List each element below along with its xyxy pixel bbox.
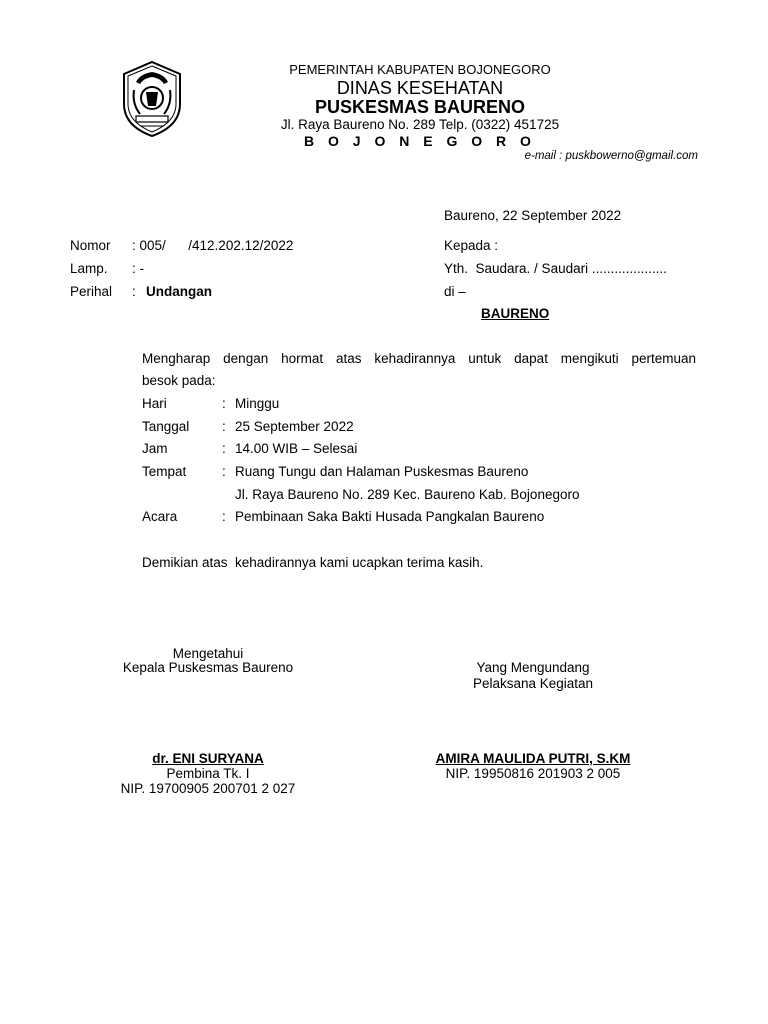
detail-label: Jam <box>142 441 168 456</box>
detail-colon: : <box>222 396 226 411</box>
sign-left-line1: Mengetahui <box>172 646 244 661</box>
detail-label: Hari <box>142 396 167 411</box>
detail-value: Ruang Tungu dan Halaman Puskesmas Baureno <box>235 464 529 479</box>
detail-label: Tempat <box>142 464 187 479</box>
detail-colon: : <box>222 509 226 524</box>
body-closing: Demikian atas kehadirannya kami ucapkan terima kasih. <box>142 555 484 570</box>
detail-colon: : <box>222 441 226 456</box>
letterhead-city: B O J O N E G O R O <box>304 133 536 149</box>
lamp-value: : - <box>132 261 144 276</box>
sign-left-name: dr. ENI SURYANA <box>152 751 264 766</box>
sign-right-name: AMIRA MAULIDA PUTRI, S.KM <box>435 751 631 766</box>
detail-value: 25 September 2022 <box>235 419 354 434</box>
detail-value: Minggu <box>235 396 280 411</box>
sign-right-nip: NIP. 19950816 201903 2 005 <box>445 766 621 781</box>
body-intro-continued: besok pada: <box>142 373 216 388</box>
recipient-yth: Yth. Saudara. / Saudari .................... <box>444 261 667 276</box>
perihal-label: Perihal <box>70 284 113 299</box>
perihal-value: Undangan <box>146 284 212 299</box>
nomor-label: Nomor <box>70 238 111 253</box>
detail-colon: : <box>222 419 226 434</box>
lamp-label: Lamp. <box>70 261 108 276</box>
sign-left-rank: Pembina Tk. I <box>166 766 250 781</box>
letter-date: Baureno, 22 September 2022 <box>444 208 622 223</box>
recipient-place: BAURENO <box>481 306 550 321</box>
letterhead-address: Jl. Raya Baureno No. 289 Telp. (0322) 451725 <box>280 117 560 132</box>
recipient-di: di – <box>444 284 466 299</box>
detail-colon: : <box>222 464 226 479</box>
letterhead-email: e-mail : puskbowerno@gmail.com <box>524 150 698 162</box>
sign-right-line1: Yang Mengundang <box>476 660 590 675</box>
letterhead-institution: PUSKESMAS BAURENO <box>314 97 526 117</box>
detail-value: Jl. Raya Baureno No. 289 Kec. Baureno Kab. Bojonegoro <box>235 487 580 502</box>
nomor-value: : 005/ /412.202.12/2022 <box>132 238 294 253</box>
sign-left-line2: Kepala Puskesmas Baureno <box>122 660 294 675</box>
body-intro: Mengharap dengan hormat atas kehadirannya untuk dapat mengikuti pertemuan <box>142 351 696 366</box>
perihal-colon: : <box>132 284 136 299</box>
letterhead-government: PEMERINTAH KABUPATEN BOJONEGORO <box>289 62 551 77</box>
detail-value: Pembinaan Saka Bakti Husada Pangkalan Baureno <box>235 509 545 524</box>
sign-right-line2: Pelaksana Kegiatan <box>472 676 594 691</box>
recipient-kepada: Kepada : <box>444 238 499 253</box>
sign-left-nip: NIP. 19700905 200701 2 027 <box>120 781 296 796</box>
detail-label: Tanggal <box>142 419 190 434</box>
letterhead-department: DINAS KESEHATAN <box>336 78 504 98</box>
detail-value: 14.00 WIB – Selesai <box>235 441 358 456</box>
bojonegoro-regency-emblem-icon <box>120 60 184 138</box>
detail-label: Acara <box>142 509 178 524</box>
